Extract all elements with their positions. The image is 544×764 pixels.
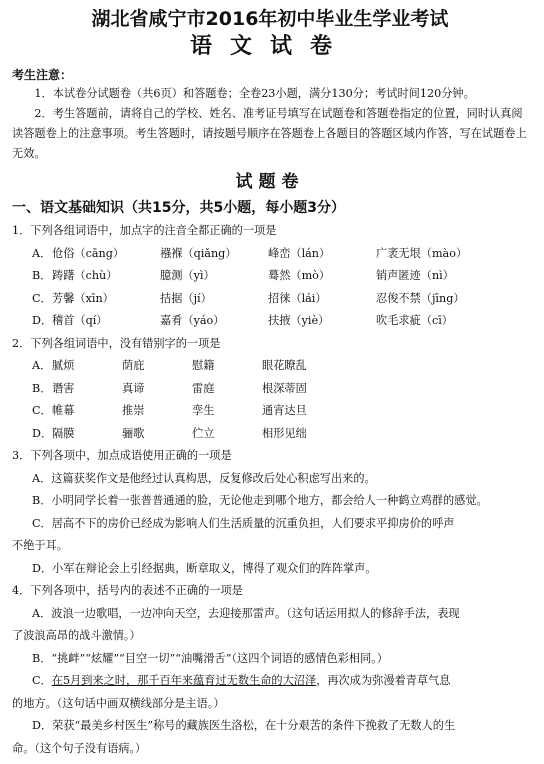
question-2-option-d: D． 隔膜 骊歌 伫立 相形见绌 bbox=[32, 426, 307, 440]
part-heading: 一、语文基础知识（共15分，共5小题，每小题3分） bbox=[12, 200, 345, 216]
question-2-option-a: A． 腻烦 荫庇 慰籍 眼花瞭乱 bbox=[32, 359, 307, 372]
question-3-option-c: C．居高不下的房价已经成为影响人们生活质量的沉重负担，人们要求平抑房价的呼声 bbox=[32, 516, 455, 530]
exam-title: 湖北省咸宁市2016年初中毕业生学业考试 bbox=[91, 8, 449, 30]
question-3-option-a: A．这篇获奖作文是他经过认真构思，反复修改后处心积虑写出来的。 bbox=[32, 471, 376, 485]
notice-item-2: 2．考生答题前，请将自己的学校、姓名、准考证号填写在试题卷和答题卷指定的位置，同时认真阅读答题卷上的注意事项。考生答题时，请按题号顺序在答题卷上各题目的答题区域内作答，写在试题卷上无效。 bbox=[12, 107, 527, 160]
section-title: 试题卷 bbox=[235, 172, 305, 192]
notice-item-1: 1．本试卷分试题卷（共6页）和答题卷；全卷23小题，满分130分；考试时间120分钟。 bbox=[34, 87, 475, 100]
question-3-option-d: D．小军在辩论会上引经据典，断章取义，博得了观众们的阵阵掌声。 bbox=[32, 561, 377, 575]
question-4-option-d-cont: 命。（这个句子没有语病。） bbox=[12, 741, 147, 755]
question-2-stem: 2．下列各组词语中，没有错别字的一项是 bbox=[12, 336, 221, 350]
question-4-option-c-cont: 的地方。（这句话中画双横线部分是主语。） bbox=[12, 696, 225, 710]
question-3-option-b: B．小明同学长着一张普普通通的脸，无论他走到哪个地方，都会给人一种鹤立鸡群的感觉。 bbox=[32, 494, 488, 507]
question-1-stem: 1．下列各组词语中，加点字的注音全都正确的一项是 bbox=[12, 224, 277, 237]
question-4-stem: 4．下列各项中，括号内的表述不正确的一项是 bbox=[12, 584, 243, 597]
question-2-option-c: C． 帷幕 推崇 孪生 通宵达旦 bbox=[32, 404, 307, 417]
question-4-option-c: C．在5月到来之时，那千百年来蕴育过无数生命的大沼泽，再次成为弥漫着青草气息 bbox=[32, 674, 451, 687]
question-4-option-a: A．波浪一边歌唱，一边冲向天空，去迎接那雷声。（这句话运用拟人的修辞手法，表现 bbox=[32, 606, 460, 620]
question-4-option-a-cont: 了波浪高昂的战斗激情。） bbox=[12, 629, 141, 642]
question-2-option-b: B． 谮害 真谛 雷庭 根深蒂固 bbox=[32, 381, 307, 395]
underlined-subject: 在5月到来之时，那千百年来蕴育过无数生命的大沼泽 bbox=[51, 674, 317, 687]
question-4-option-d: D．荣获“最美乡村医生”称号的藏族医生洛松，在十分艰苦的条件下挽救了无数人的生 bbox=[32, 719, 456, 732]
question-4-option-b: B．“挑衅”“炫耀”“目空一切”“油嘴滑舌”（这四个词语的感情色彩相同。） bbox=[32, 651, 389, 665]
question-3-stem: 3．下列各项中，加点成语使用正确的一项是 bbox=[12, 449, 232, 462]
question-1-option-d: D． 稽首（qí） 嘉肴（yáo） 扶掖（yiè） 吹毛求疵（cī） bbox=[32, 314, 453, 327]
question-1-option-b: B． 踌躇（chù） 臆测（yì） 蓦然（mò） 销声匿迹（nì） bbox=[32, 269, 454, 282]
exam-subtitle: 语文试卷 bbox=[189, 34, 350, 59]
question-3-option-c-cont: 不绝于耳。 bbox=[12, 539, 68, 552]
question-1-option-a: A． 伧俗（cāng） 襁褓（qiǎng） 峰峦（lán） 广袤无垠（mào） bbox=[32, 246, 468, 260]
question-1-option-c: C． 芳馨（xīn） 拮据（jí） 招徕（lái） 忍俊不禁（jīng） bbox=[32, 291, 465, 305]
notice-heading: 考生注意： bbox=[12, 68, 73, 82]
